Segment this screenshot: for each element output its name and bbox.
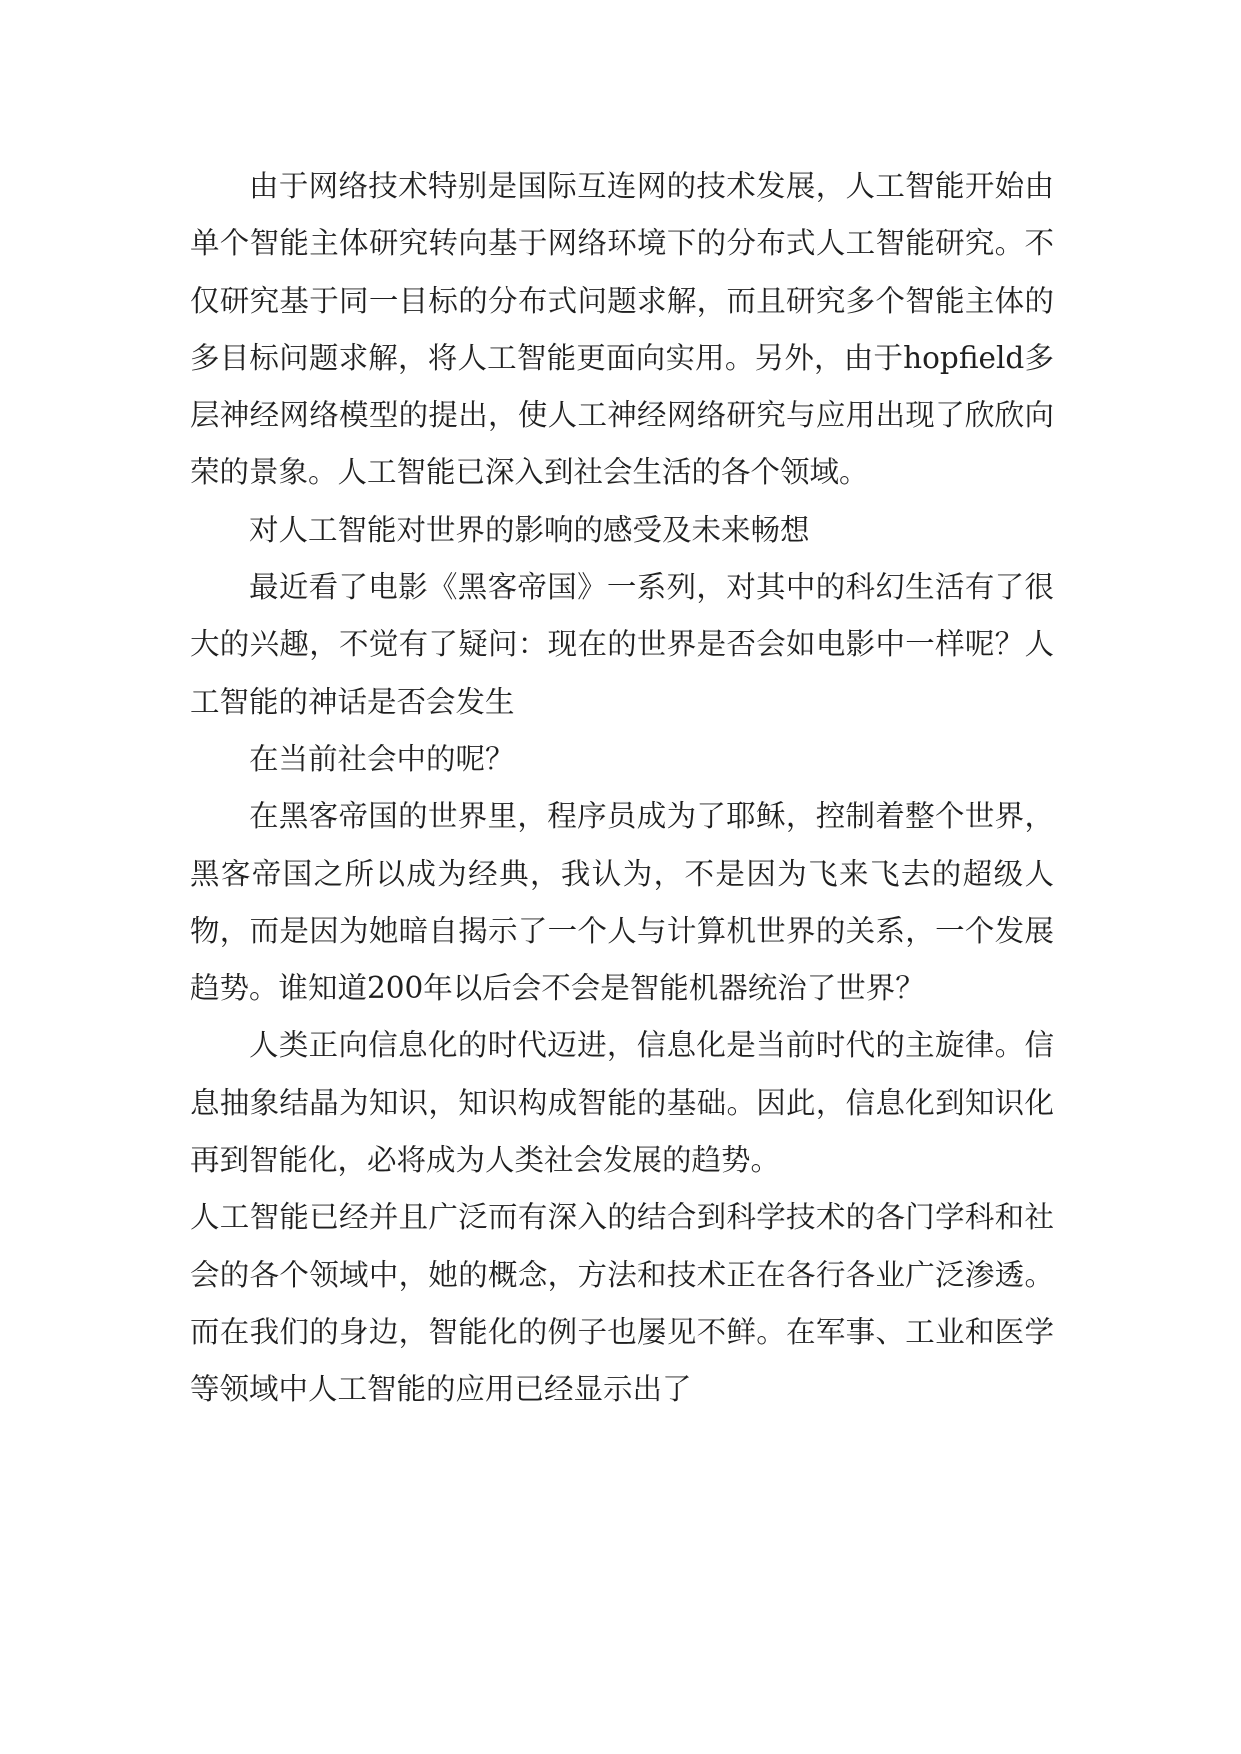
paragraph-matrix-movie: 最近看了电影《黑客帝国》一系列，对其中的科幻生活有了很大的兴趣，不觉有了疑问：现在的世界是否会如电影中一样呢？人工智能的神话是否会发生 [190,570,1054,719]
paragraph-distributed-ai: 由于网络技术特别是国际互连网的技术发展，人工智能开始由单个智能主体研究转向基于网络环境下的分布式人工智能研究。不仅研究基于同一目标的分布式问题求解，而且研究多个智能主体的多目标问题求解，将人工智能更面向实用。另外，由于hopfield多层神经网络模型的提出，使人工神经网络研究与应用出现了欣欣向荣的景象。人工智能已深入到社会生活的各个领域。 [190,169,1054,490]
paragraph-informatization: 人类正向信息化的时代迈进，信息化是当前时代的主旋律。信息抽象结晶为知识，知识构成智能的基础。因此，信息化到知识化再到智能化，必将成为人类社会发展的趋势。 [190,1028,1054,1178]
paragraph-matrix-world: 在黑客帝国的世界里，程序员成为了耶稣，控制着整个世界，黑客帝国之所以成为经典，我认为，不是因为飞来飞去的超级人物，而是因为她暗自揭示了一个人与计算机世界的关系，一个发展趋势。谁知道200年以后会不会是智能机器统治了世界？ [190,799,1054,1006]
document-body [190,158,1054,1419]
paragraph-current-society: 在当前社会中的呢？ [249,741,515,776]
paragraph-ai-applications: 人工智能已经并且广泛而有深入的结合到科学技术的各门学科和社会的各个领域中，她的概念，方法和技术正在各行各业广泛渗透。而在我们的身边，智能化的例子也屡见不鲜。在军事、工业和医学等领域中人工智能的应用已经显示出了 [190,1200,1054,1407]
section-heading-ai-impact: 对人工智能对世界的影响的感受及未来畅想 [249,512,810,547]
